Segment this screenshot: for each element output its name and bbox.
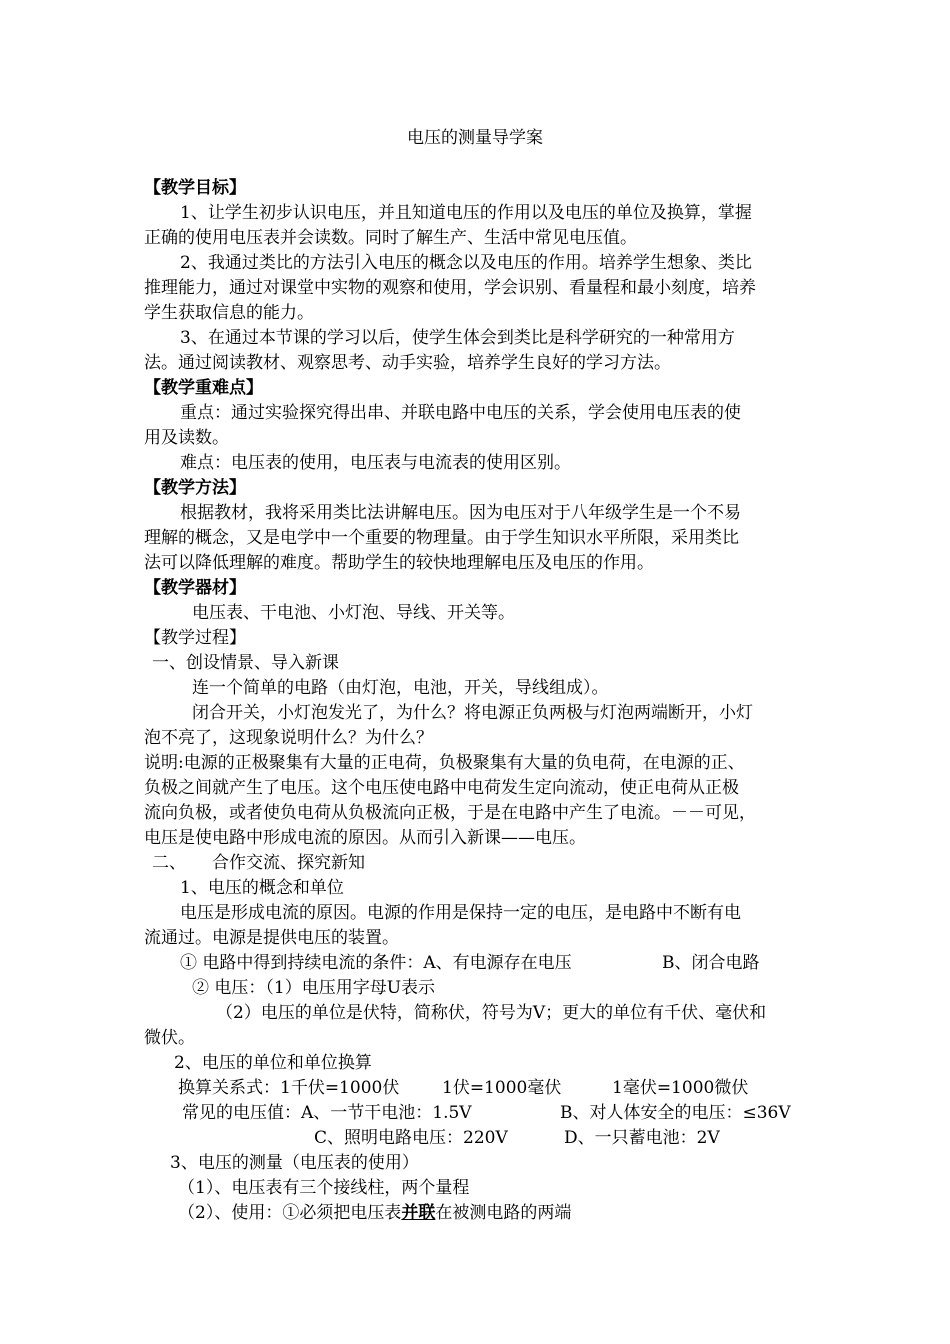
paragraph-line: 学生获取信息的能力。	[144, 303, 314, 323]
section-heading-method: 【教学方法】	[144, 478, 246, 498]
paragraph-line: D、一只蓄电池：2V	[564, 1128, 720, 1148]
paragraph-line: 法可以降低理解的难度。帮助学生的较快地理解电压及电压的作用。	[144, 553, 654, 573]
paragraph-line: 泡不亮了，这现象说明什么？为什么？	[144, 728, 433, 748]
paragraph-line: ② 电压：（1）电压用字母U表示	[192, 978, 436, 998]
paragraph-line: 推理能力，通过对课堂中实物的观察和使用，学会识别、看量程和最小刻度，培养	[144, 278, 756, 298]
paragraph-line: 电压表、干电池、小灯泡、导线、开关等。	[192, 603, 515, 623]
underlined-keyword: 并联	[401, 1203, 436, 1223]
section-heading-process: 【教学过程】	[144, 628, 246, 648]
paragraph-line: 1伏=1000毫伏	[442, 1078, 562, 1098]
paragraph-line: B、对人体安全的电压：≤36V	[560, 1103, 791, 1123]
paragraph-line: 说明:电源的正极聚集有大量的正电荷，负极聚集有大量的负电荷，在电源的正、	[144, 753, 745, 773]
paragraph-line: 1、让学生初步认识电压，并且知道电压的作用以及电压的单位及换算，掌握	[180, 203, 752, 223]
paragraph-line: B、闭合电路	[662, 953, 760, 973]
text-run: （2）、使用：①必须把电压表	[178, 1203, 402, 1223]
paragraph-line: 连一个简单的电路（由灯泡，电池，开关，导线组成）。	[192, 678, 609, 698]
paragraph-line: 正确的使用电压表并会读数。同时了解生产、生活中常见电压值。	[144, 228, 637, 248]
subsection-heading: 一、创设情景、导入新课	[152, 653, 339, 673]
section-heading-keypoints: 【教学重难点】	[144, 378, 263, 398]
section-heading-equipment: 【教学器材】	[144, 578, 246, 598]
paragraph-line: 电压是形成电流的原因。电源的作用是保持一定的电压，是电路中不断有电	[180, 903, 741, 923]
paragraph-line: 常见的电压值：A、一节干电池：1.5V	[182, 1103, 472, 1123]
paragraph-line: 1毫伏=1000微伏	[612, 1078, 749, 1098]
page-title: 电压的测量导学案	[407, 128, 543, 148]
paragraph-line: 3、在通过本节课的学习以后，使学生体会到类比是科学研究的一种常用方	[180, 328, 735, 348]
paragraph-line: 重点：通过实验探究得出串、并联电路中电压的关系，学会使用电压表的使	[180, 403, 741, 423]
paragraph-line: （2）电压的单位是伏特，简称伏，符号为V；更大的单位有千伏、毫伏和	[216, 1003, 767, 1023]
section-heading-goals: 【教学目标】	[144, 178, 246, 198]
paragraph-line: ① 电路中得到持续电流的条件：A、有电源存在电压	[180, 953, 572, 973]
paragraph-line: 换算关系式：1千伏=1000伏	[178, 1078, 400, 1098]
paragraph-line	[178, 1202, 950, 1224]
paragraph-line: 2、我通过类比的方法引入电压的概念以及电压的作用。培养学生想象、类比	[180, 253, 752, 273]
paragraph-line: C、照明电路电压：220V	[314, 1128, 508, 1148]
paragraph-line: 电压是使电路中形成电流的原因。从而引入新课——电压。	[144, 828, 586, 848]
paragraph-line: （1）、电压表有三个接线柱，两个量程	[178, 1178, 470, 1198]
paragraph-line: 用及读数。	[144, 428, 229, 448]
paragraph-line: 流通过。电源是提供电压的装置。	[144, 928, 399, 948]
text-run: 在被测电路的两端	[435, 1203, 572, 1223]
paragraph-line: 根据教材，我将采用类比法讲解电压。因为电压对于八年级学生是一个不易	[180, 503, 741, 523]
paragraph-line: 难点：电压表的使用，电压表与电流表的使用区别。	[180, 453, 571, 473]
paragraph-line: 微伏。	[144, 1028, 195, 1048]
item-heading: 2、电压的单位和单位换算	[174, 1053, 372, 1073]
paragraph-line: 理解的概念，又是电学中一个重要的物理量。由于学生知识水平所限，采用类比	[144, 528, 739, 548]
paragraph-line: 负极之间就产生了电压。这个电压使电路中电荷发生定向流动，使正电荷从正极	[144, 778, 739, 798]
subsection-heading: 合作交流、探究新知	[212, 853, 365, 873]
subsection-number: 二、	[152, 853, 186, 873]
paragraph-line: 闭合开关，小灯泡发光了，为什么？将电源正负两极与灯泡两端断开，小灯	[192, 703, 753, 723]
item-heading: 1、电压的概念和单位	[180, 878, 344, 898]
paragraph-line: 法。通过阅读教材、观察思考、动手实验，培养学生良好的学习方法。	[144, 353, 671, 373]
paragraph-line: 流向负极，或者使负电荷从负极流向正极，于是在电路中产生了电流。－－可见，	[144, 803, 756, 823]
item-heading: 3、电压的测量（电压表的使用）	[170, 1153, 419, 1173]
